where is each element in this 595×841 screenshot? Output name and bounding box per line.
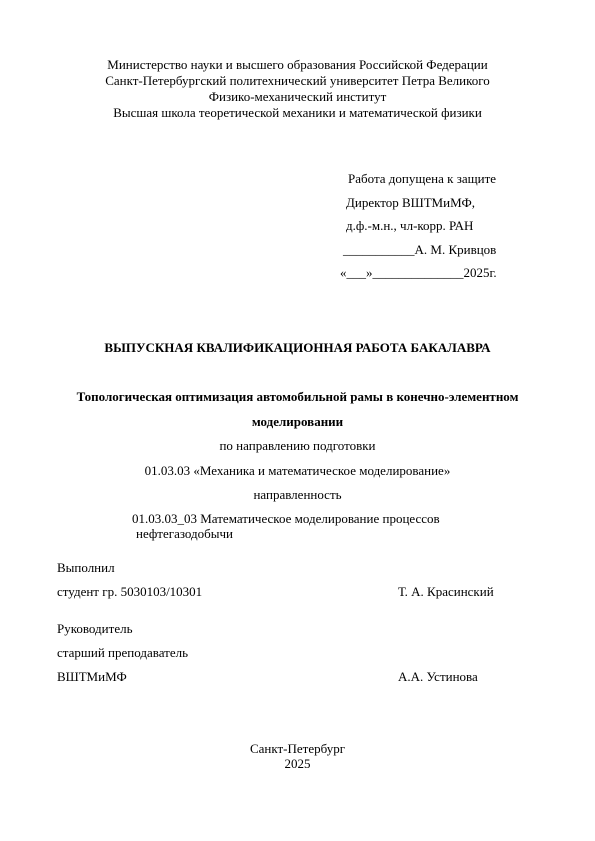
- footer: [0, 741, 595, 771]
- approval-signature: ___________А. М. Кривцов: [343, 241, 497, 257]
- focus-label: направленность: [253, 487, 342, 502]
- institution-header: [0, 57, 595, 121]
- topic-line-1: Топологическая оптимизация автомобильной рамы в конечно-элементном: [76, 389, 519, 404]
- supervisor-heading: Руководитель: [57, 621, 133, 636]
- topic-line-2: моделировании: [251, 414, 344, 429]
- document-title: ВЫПУСКНАЯ КВАЛИФИКАЦИОННАЯ РАБОТА БАКАЛАВРА: [104, 340, 491, 355]
- footer-year: 2025: [284, 756, 311, 771]
- focus-value-line-1: 01.03.03_03 Математическое моделирование процессов: [132, 511, 440, 526]
- performer-label: студент гр. 5030103/10301: [57, 584, 203, 599]
- institute-line: Физико-механический институт: [208, 89, 387, 104]
- approval-date: «___»______________2025г.: [340, 265, 497, 281]
- performer-heading: Выполнил: [57, 560, 115, 575]
- approval-director: Директор ВШТМиМФ,: [346, 194, 475, 210]
- approval-block: [340, 171, 497, 289]
- approval-degree: д.ф.-м.н., чл-корр. РАН: [346, 218, 474, 234]
- school-line: Высшая школа теоретической механики и математической физики: [113, 105, 482, 120]
- supervisor-dept: ВШТМиМФ: [57, 669, 127, 684]
- direction-label: по направлению подготовки: [219, 438, 376, 453]
- university-line: Санкт-Петербургский политехнический университет Петра Великого: [105, 73, 490, 88]
- focus-value: [132, 511, 440, 541]
- ministry-line: Министерство науки и высшего образования Российской Федерации: [107, 57, 488, 72]
- supervisor-name: А.А. Устинова: [398, 669, 478, 684]
- direction-value: 01.03.03 «Механика и математическое моделирование»: [144, 463, 451, 478]
- supervisor-role: старший преподаватель: [57, 645, 189, 660]
- approval-admitted: Работа допущена к защите: [348, 171, 497, 186]
- footer-city: Санкт-Петербург: [249, 741, 346, 756]
- focus-value-line-2: нефтегазодобычи: [136, 526, 234, 541]
- performer-name: Т. А. Красинский: [398, 584, 494, 599]
- thesis-topic: [0, 389, 595, 439]
